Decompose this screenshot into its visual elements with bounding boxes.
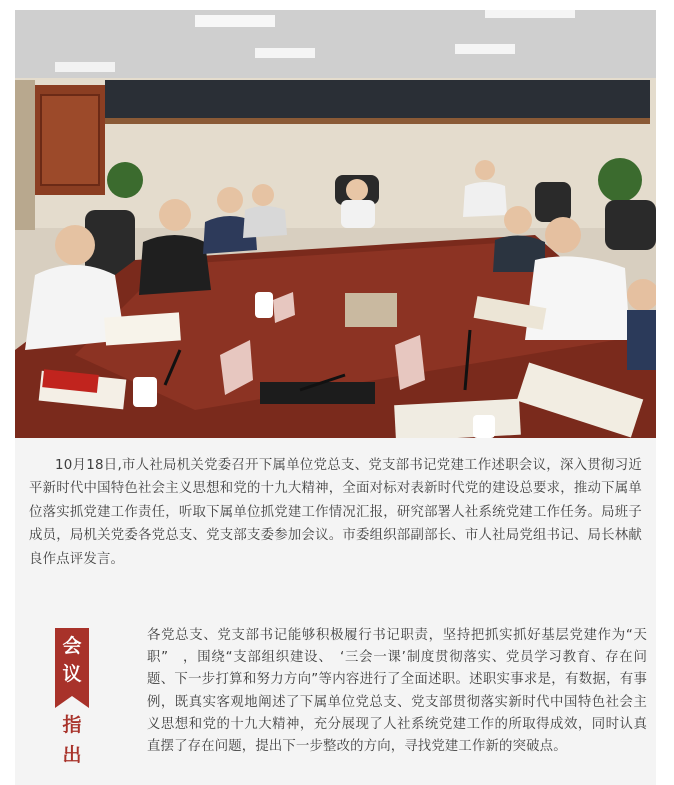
section-tag-subtitle — [55, 710, 89, 770]
meeting-photo — [15, 10, 656, 438]
section-paragraph: 各党总支、党支部书记能够积极履行书记职责，坚持把抓实抓好基层党建作为“天职” ，围绕“支部组织建设、 ‘三会一课’制度贯彻落实、党员学习教育、存在问题、下一步打算和努力方向”等内容进行了全面述职。述职实事求是，有数据，有事例，既真实客观地阐述了下属单位党总支、党支部贯彻落实新时代中国特色社会主义思想和党的十九大精神，充分展现了人社系统党建工作的所取得成效，同时认真直摆了存在问题，提出下一步整改的方向，寻找党建工作新的突破点。 — [147, 628, 647, 755]
section-subtitle-char: 指 — [62, 714, 82, 736]
meeting-points-section — [15, 598, 656, 785]
section-tag-ribbon — [55, 628, 89, 696]
section-subtitle-char: 出 — [62, 744, 82, 766]
section-tag-char: 议 — [62, 663, 82, 685]
section-tag-char: 会 — [62, 635, 82, 657]
intro-paragraph: 10月18日,市人社局机关党委召开下属单位党总支、党支部书记党建工作述职会议，深入贯彻习近平新时代中国特色社会主义思想和党的十九大精神，全面对标对表新时代党的建设总要求，推动下属单位落实抓党建工作责任，听取下属单位抓党建工作情况汇报，研究部署人社系统党建工作任务。局班子成员，局机关党委各党总支、党支部支委参加会议。市委组织部副部长、市人社局党组书记、局长林献良作点评发言。 — [15, 438, 656, 598]
